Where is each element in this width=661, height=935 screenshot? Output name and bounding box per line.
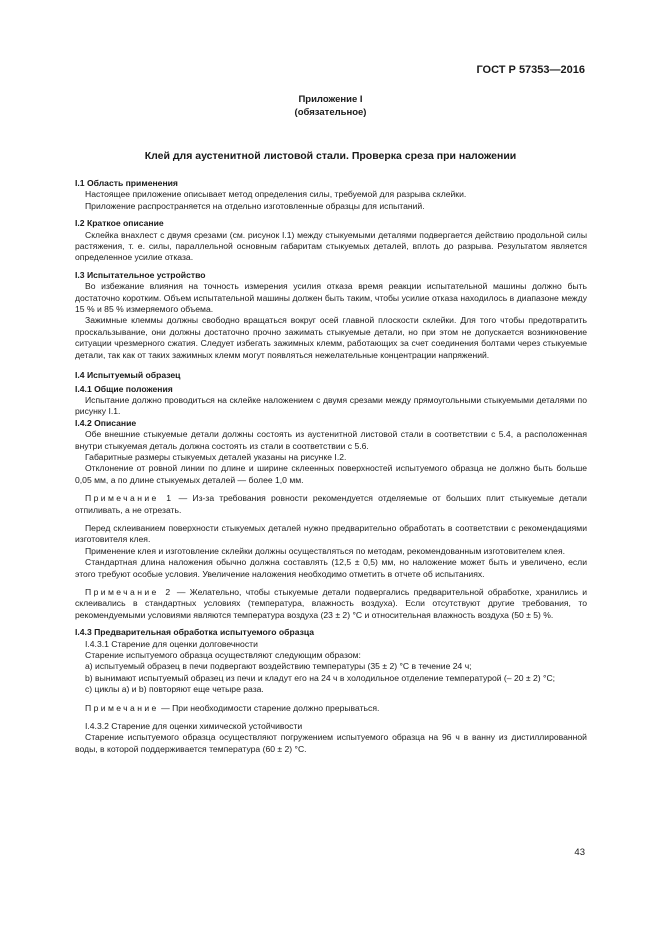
- section-heading: I.1 Область применения: [75, 178, 178, 188]
- note: [75, 703, 587, 714]
- subsection-heading: I.4.3 Предварительная обработка испытуемого образца: [75, 627, 315, 638]
- list-item: a) испытуемый образец в печи подвергают воздействию температуры (35 ± 2) °С в течение 24 ч;: [85, 661, 472, 672]
- note-label: Примечание: [85, 702, 159, 713]
- paragraph: Обе внешние стыкуемые детали должны состоять из аустенитной листовой стали в соответствии с 5.4, а расположенная внутри стыкуемая деталь должна состоять из стали в соответствии с 5.6.: [75, 429, 587, 451]
- list-item: b) вынимают испытуемый образец из печи и кладут его на 24 ч в холодильное отделение температурой (– 20 ± 2) °С;: [85, 672, 556, 683]
- note-text: — Желательно, чтобы стыкуемые детали подвергались предварительной обработке, хранились и склеивались в стандартных условиях (температура, влажность воздуха). Если отсутствуют другие требования, то рекомендуемыми условиями являются температура воздуха (23 ± 2) °С и относительная влажность воздуха (50 ± 5) %.: [75, 587, 587, 620]
- sub-subsection-heading: I.4.3.2 Старение для оценки химической устойчивости: [85, 721, 303, 732]
- section-heading: I.2 Краткое описание: [75, 218, 164, 229]
- subsection-heading: I.4.2 Описание: [75, 417, 137, 428]
- paragraph: Склейка внахлест с двумя срезами (см. рисунок I.1) между стыкуемыми деталями подвергается действию продольной силы растяжения, т. е. силы, параллельной основным габаритам стыкуемых деталей, вплоть до разрыва. Результатом является определенное усилие отказа.: [75, 229, 587, 263]
- note-label: Примечание 2: [85, 587, 173, 597]
- note: [75, 587, 587, 621]
- paragraph: Зажимные клеммы должны свободно вращаться вокруг осей главной плоскости склейки. Для того чтобы предотвратить проскальзывание, они должны достаточно прочно зажимать стыкуемые детали, но при этом не допускается возникновение ситуации чрезмерного сжатия. Следует избегать зажимных клемм, работающих за счет соединения болтами через стыкуемые детали, так как от таких зажимных клемм могут появляться нежелательные концентрации напряжений.: [75, 315, 587, 360]
- paragraph: Стандартная длина наложения обычно должна составлять (12,5 ± 0,5) мм, но наложение может быть и увеличено, если этого требуют особые условия. Увеличение наложения необходимо отметить в отчете об испытаниях.: [75, 557, 587, 579]
- paragraph: Габаритные размеры стыкуемых деталей указаны на рисунке I.2.: [85, 451, 347, 462]
- body-text: [75, 178, 587, 755]
- list-item: c) циклы a) и b) повторяют еще четыре раза.: [85, 684, 264, 695]
- section-heading: I.4 Испытуемый образец: [75, 370, 181, 381]
- paragraph: Старение испытуемого образца осуществляют погружением испытуемого образца на 96 ч в ванну из дистиллированной воды, в которой поддерживается температура (60 ± 2) °С.: [75, 732, 587, 754]
- note-label: Примечание 1: [85, 493, 174, 504]
- paragraph: Применение клея и изготовление склейки должны осуществляться по методам, рекомендованным изготовителем клея.: [85, 545, 565, 556]
- page-number: 43: [574, 847, 585, 858]
- note-text: — Из-за требования ровности рекомендуется отделяемые от больших плит стыкуемые детали отпиливать, а не отрезать.: [75, 493, 587, 515]
- paragraph: Старение испытуемого образца осуществляют следующим образом:: [85, 650, 361, 661]
- note-text: — При необходимости старение должно прерываться.: [158, 702, 380, 713]
- section-heading: I.3 Испытательное устройство: [75, 269, 206, 280]
- subsection-heading: I.4.1 Общие положения: [75, 383, 173, 394]
- paragraph: Приложение распространяется на отдельно изготовленные образцы для испытаний.: [85, 200, 425, 211]
- paragraph: Отклонение от ровной линии по длине и ширине склеенных поверхностей испытуемого образца не должно быть больше 0,05 мм, а по длине стыкуемых деталей — более 1,0 мм.: [75, 463, 587, 485]
- paragraph: Во избежание влияния на точность измерения усилия отказа время реакции испытательной машины должно быть достаточно коротким. Объем испытательной машины должен быть таким, чтобы усилие отказа находилось в диапазоне между 15 % и 85 % измеряемого объема.: [75, 281, 587, 315]
- annex-status: (обязательное): [294, 107, 367, 118]
- paragraph: Настоящее приложение описывает метод определения силы, требуемой для разрыва склейки.: [85, 189, 467, 200]
- page-title: Клей для аустенитной листовой стали. Проверка среза при наложении: [144, 150, 517, 162]
- paragraph: Испытание должно проводиться на склейке наложением с двумя срезами между прямоугольными стыкуемыми деталями по рисунку I.1.: [75, 394, 587, 417]
- annex-title: Приложение I: [298, 94, 363, 105]
- sub-subsection-heading: I.4.3.1 Старение для оценки долговечности: [85, 638, 258, 649]
- note: [75, 493, 587, 516]
- doc-id-header: ГОСТ Р 57353—2016: [476, 64, 585, 76]
- paragraph: Перед склеиванием поверхности стыкуемых деталей нужно предварительно обработать в соответствии с рекомендациями изготовителя клея.: [75, 522, 587, 545]
